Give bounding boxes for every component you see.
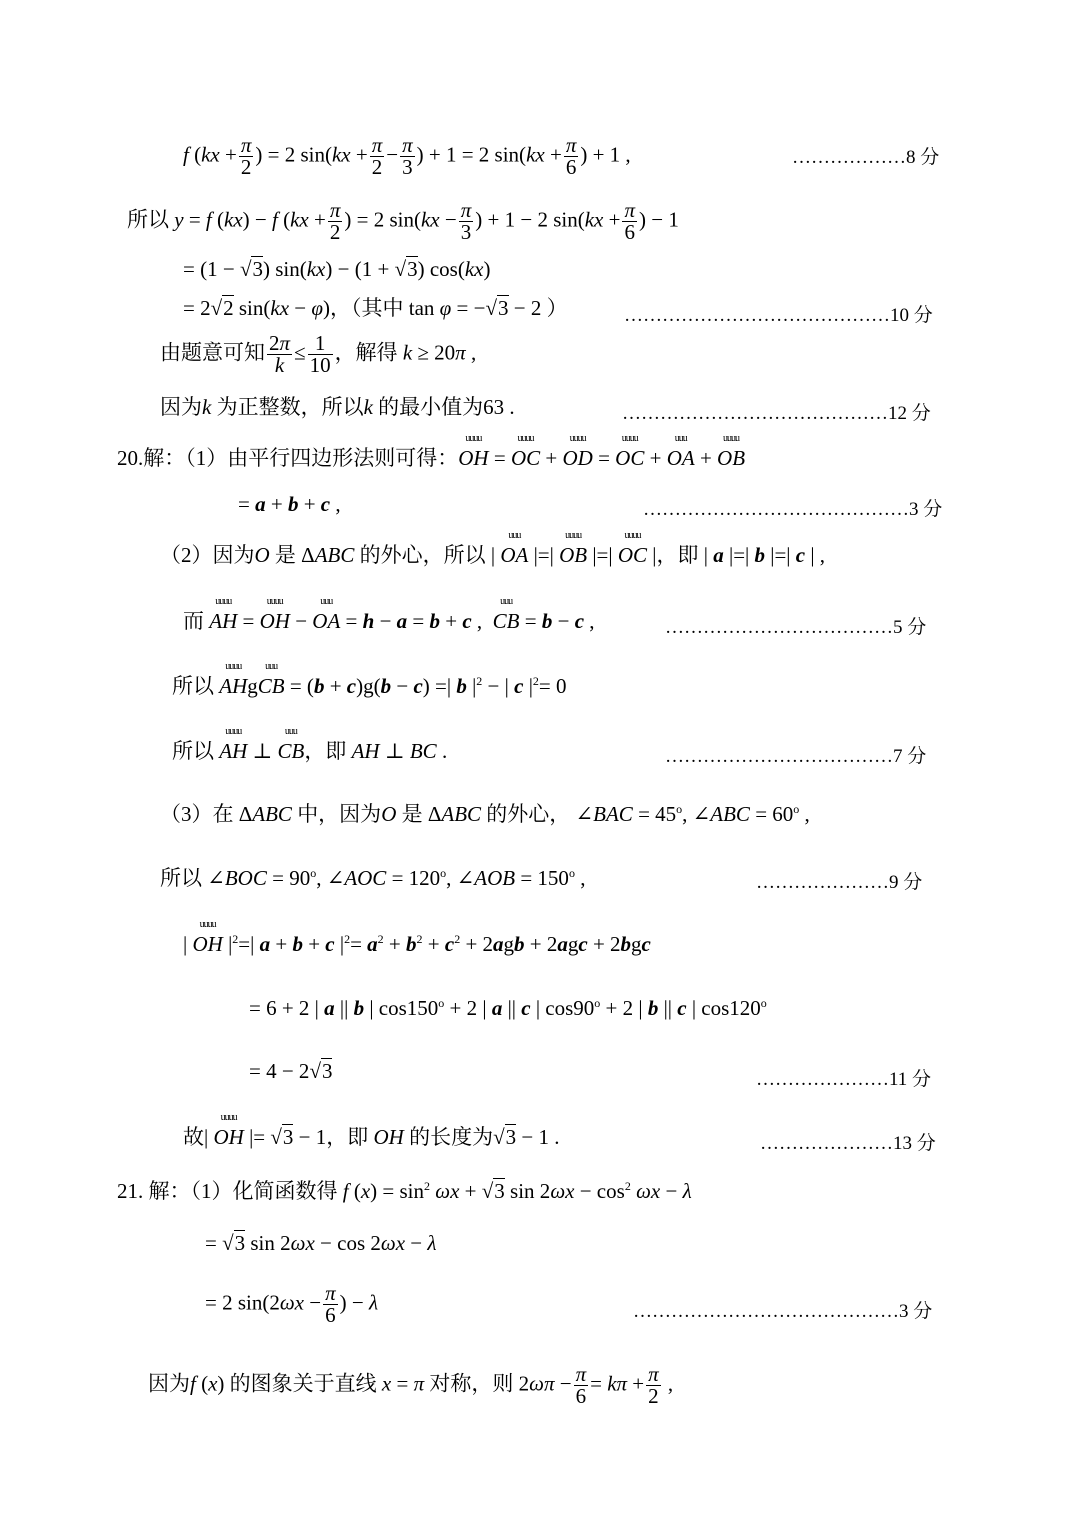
score-9: …………………9 分: [756, 872, 923, 893]
q20-dot: 所以 AH uuuu gCB uuu = (b + c)g(b − c) =| b $|^2$ − | c $|^2= 0$: [172, 661, 567, 698]
q20-p2: （2）因为O 是 ΔABC 的外心，所以 | OA uuu |=| OB uuuu |=| OC uuuu |，即 | a |=| b |=| c | ,: [160, 530, 826, 567]
score-12: ……………………………………12 分: [622, 403, 931, 424]
score-13: …………………13 分: [760, 1133, 936, 1154]
q20-result: = 4 − 2√3: [249, 1059, 333, 1083]
q20-perp: 所以 AH uuuu ⊥ CB uuu ，即 AH ⊥ BC .: [172, 726, 448, 763]
q21-step3: = 2 sin(2ωx − $\frac{\pi}{6}$ ) − λ: [205, 1281, 379, 1327]
q20-cos: = 6 + 2 | a || b | $\cos 150^o + 2$ | a || c | $\cos 90^o + 2$ | b || c | cos120$^o$: [249, 996, 767, 1020]
q20-OH-sq: | OH uuuu $|^2=|$ a + b + c $|^2= a^2 + b^2 + c^2 + 2agb + 2agc + 2bgc$: [183, 919, 651, 956]
q20-abc: = a + b + c ,: [238, 492, 341, 516]
score-11: …………………11 分: [756, 1069, 932, 1090]
eq-y-expand: = (1 − √3) sin(kx) − (1 + √3) cos(kx): [183, 257, 491, 281]
q20-p1: 20.解：（1）由平行四边形法则可得：OH uuuu = OC uuuu + OD uuuu = OC uuuu + OA uuu + OB uuuu: [117, 433, 746, 470]
q20-angles: 所以 ∠BOC = $90^o$, ∠AOC = $120^o$, ∠AOB = $150^o$ ,: [160, 866, 586, 890]
q21-symmetry: 因为f (x) 的图象关于直线 x = π 对称，则 2ωπ − $\frac{\pi}{6}$ = kπ + $\frac{\pi}{2}$ ,: [148, 1362, 674, 1408]
score-10: ……………………………………10 分: [624, 305, 933, 326]
q21-step2: = √3 sin 2ωx − cos 2ωx − λ: [205, 1231, 437, 1255]
eq-f-shift: f (kx + $\frac{\pi}{2}$ ) = 2 sin(kx + $\frac{\pi}{2}$ − $\frac{\pi}{3}$ ) + 1 = 2 sin(kx + $\frac{\pi}{6}$ ) + 1 ,: [183, 133, 631, 179]
eq-kmin: 因为k 为正整数，所以k 的最小值为63 .: [160, 395, 515, 419]
score-5: ………………………………5 分: [665, 617, 927, 638]
eq-y-def: 所以 y = f (kx) − f (kx + $\frac{\pi}{2}$ ) = 2 sin(kx − $\frac{\pi}{3}$ ) + 1 − 2 sin(kx + $\frac{\pi}{6}$ ) − 1: [127, 198, 679, 244]
score-3b: ……………………………………3 分: [633, 1301, 933, 1322]
q21-p1: 21. 解：（1）化简函数得 f $(x) = \sin^2 \omega x + √3$ $\sin 2\omega x - \cos^2 \omega x - \lambda$: [117, 1179, 692, 1203]
score-8: ………………8 分: [792, 147, 940, 168]
q20-AH: 而 AH uuuu = OH uuuu − OA uuu = h − a = b + c , CB uuu = b − c ,: [183, 596, 595, 633]
q20-p3: （3）在 ΔABC 中，因为O 是 ΔABC 的外心， ∠BAC = $45^o$, ∠ABC = $60^o$ ,: [160, 802, 810, 826]
q20-final: 故| OH uuuu |= √3 − 1，即 OH 的长度为√3 − 1 .: [183, 1112, 560, 1149]
score-7: ………………………………7 分: [665, 746, 927, 767]
eq-y-combined: = 2√2 sin(kx − φ)，（其中 tan φ = −√3 − 2 ）: [183, 296, 568, 320]
score-3a: ……………………………………3 分: [643, 499, 943, 520]
eq-period: 由题意可知 $\frac{2\pi}{k}$ ≤ $\frac{1}{10}$ ，解得 k ≥ 20π ,: [160, 331, 477, 377]
